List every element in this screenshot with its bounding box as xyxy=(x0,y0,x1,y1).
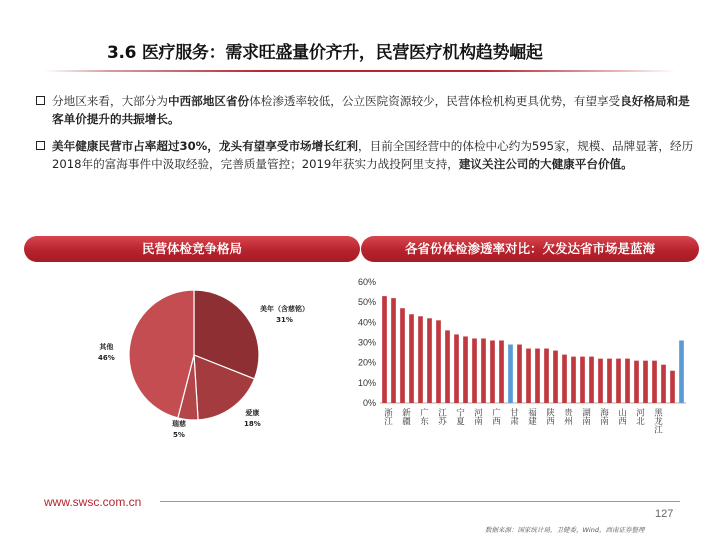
bar xyxy=(508,345,513,403)
bullet-item xyxy=(36,92,696,128)
pie-label-ruici xyxy=(172,419,186,441)
bullet-text-bold: 建议关注公司的大健康平台价值。 xyxy=(458,157,633,171)
bar xyxy=(571,357,576,403)
bar xyxy=(589,357,594,403)
pie-label-value: 18% xyxy=(244,420,261,428)
x-tick-label: 福建 xyxy=(526,408,537,425)
left-panel-header: 民营体检竞争格局 xyxy=(24,236,360,262)
bar xyxy=(445,330,450,403)
bar xyxy=(499,340,504,403)
bullet-square-icon xyxy=(36,141,45,150)
bar xyxy=(544,349,549,403)
bar xyxy=(409,314,414,403)
x-tick-label: 海南 xyxy=(598,408,609,425)
y-tick-label: 0% xyxy=(362,398,376,408)
x-tick-label: 贵州 xyxy=(562,408,573,425)
bar xyxy=(616,359,621,403)
page-number: 127 xyxy=(655,508,674,520)
bar xyxy=(598,359,603,403)
pie-label-name: 瑞慈 xyxy=(172,420,186,428)
bar xyxy=(427,318,432,403)
x-tick-label: 湖南 xyxy=(580,408,591,425)
bar xyxy=(418,316,423,403)
bar xyxy=(481,338,486,403)
pie-label-value: 31% xyxy=(276,316,293,324)
pie-label-meinian xyxy=(260,304,309,326)
y-tick-label: 60% xyxy=(357,277,376,287)
y-tick-label: 40% xyxy=(357,317,376,328)
bullet-text: ，目前全国经营中的体检中心约为595家，规模、品牌显著，经历2018年的富海事件中汲取经验，完善质量管控；2019年获实力战投阿里支持， xyxy=(52,139,694,171)
bullet-item xyxy=(36,137,696,173)
bar xyxy=(607,359,612,403)
bar-chart-svg xyxy=(344,272,694,452)
bar xyxy=(580,357,585,403)
bar xyxy=(643,361,648,403)
pie-chart-svg xyxy=(88,282,348,448)
bar xyxy=(454,334,459,403)
y-tick-label: 20% xyxy=(357,357,376,368)
footer-divider xyxy=(160,501,680,502)
bar xyxy=(517,345,522,403)
bar xyxy=(436,320,441,403)
bar xyxy=(679,340,684,403)
x-tick-label: 广东 xyxy=(418,408,429,425)
bullet-text-bold: 中西部地区省份 xyxy=(167,94,250,108)
right-panel-header: 各省份体检渗透率对比：欠发达省市场是蓝海 xyxy=(361,236,699,262)
title-underline xyxy=(44,70,676,72)
bullet-text-bold: 良好格局和是客单价提升的共振增长。 xyxy=(52,94,690,126)
bar xyxy=(625,359,630,403)
x-tick-label: 宁夏 xyxy=(454,408,465,425)
bar xyxy=(535,349,540,403)
x-tick-label: 山西 xyxy=(616,408,627,425)
pie-chart xyxy=(88,282,348,448)
x-tick-label: 甘肃 xyxy=(508,408,519,425)
bar xyxy=(661,365,666,403)
title-bar xyxy=(0,0,720,74)
bar xyxy=(382,296,387,403)
bullet-text: 体检渗透率较低，公立医院资源较少，民营体检机构更具优势，有望享受 xyxy=(249,94,621,108)
x-tick-label: 浙江 xyxy=(382,408,393,425)
footer-url[interactable]: www.swsc.com.cn xyxy=(44,495,142,509)
x-tick-label: 陕西 xyxy=(544,408,555,425)
bar-chart xyxy=(344,272,694,452)
bar xyxy=(526,349,531,403)
bar xyxy=(490,340,495,403)
bullet-text-bold: 美年健康民营市占率超过30%，龙头有望享受市场增长红利 xyxy=(52,139,359,153)
pie-label-name: 美年（含慈铭） xyxy=(260,305,309,313)
x-tick-label: 河南 xyxy=(472,408,483,425)
bar xyxy=(634,361,639,403)
x-tick-label: 河北 xyxy=(634,408,645,425)
x-tick-label: 黑龙江 xyxy=(652,408,663,434)
pie-label-name: 爱康 xyxy=(245,409,260,417)
bar xyxy=(553,351,558,403)
pie-label-value: 46% xyxy=(98,354,115,362)
bar xyxy=(670,371,675,403)
bar xyxy=(562,355,567,403)
y-tick-label: 30% xyxy=(357,337,376,348)
x-tick-label: 新疆 xyxy=(400,408,411,425)
bar xyxy=(391,298,396,403)
bar xyxy=(400,308,405,403)
bullet-text: 分地区来看，大部分为 xyxy=(52,94,168,108)
bullet-square-icon xyxy=(36,96,45,105)
source-note: 数据来源：国家统计局，卫健委，Wind，西南证券整理 xyxy=(485,526,645,534)
pie-label-name: 其他 xyxy=(99,343,114,351)
y-tick-label: 50% xyxy=(357,297,376,308)
bar xyxy=(472,338,477,403)
y-tick-label: 10% xyxy=(357,377,376,388)
x-tick-label: 江苏 xyxy=(436,408,447,425)
bullet-list xyxy=(36,92,696,182)
pie-label-aikang xyxy=(244,408,261,430)
page-title: 3.6 医疗服务：需求旺盛量价齐升，民营医疗机构趋势崛起 xyxy=(107,43,543,63)
x-tick-label: 广西 xyxy=(490,408,501,425)
bar xyxy=(652,361,657,403)
pie-label-value: 5% xyxy=(173,431,185,439)
pie-label-other xyxy=(98,342,115,364)
bar xyxy=(463,336,468,403)
